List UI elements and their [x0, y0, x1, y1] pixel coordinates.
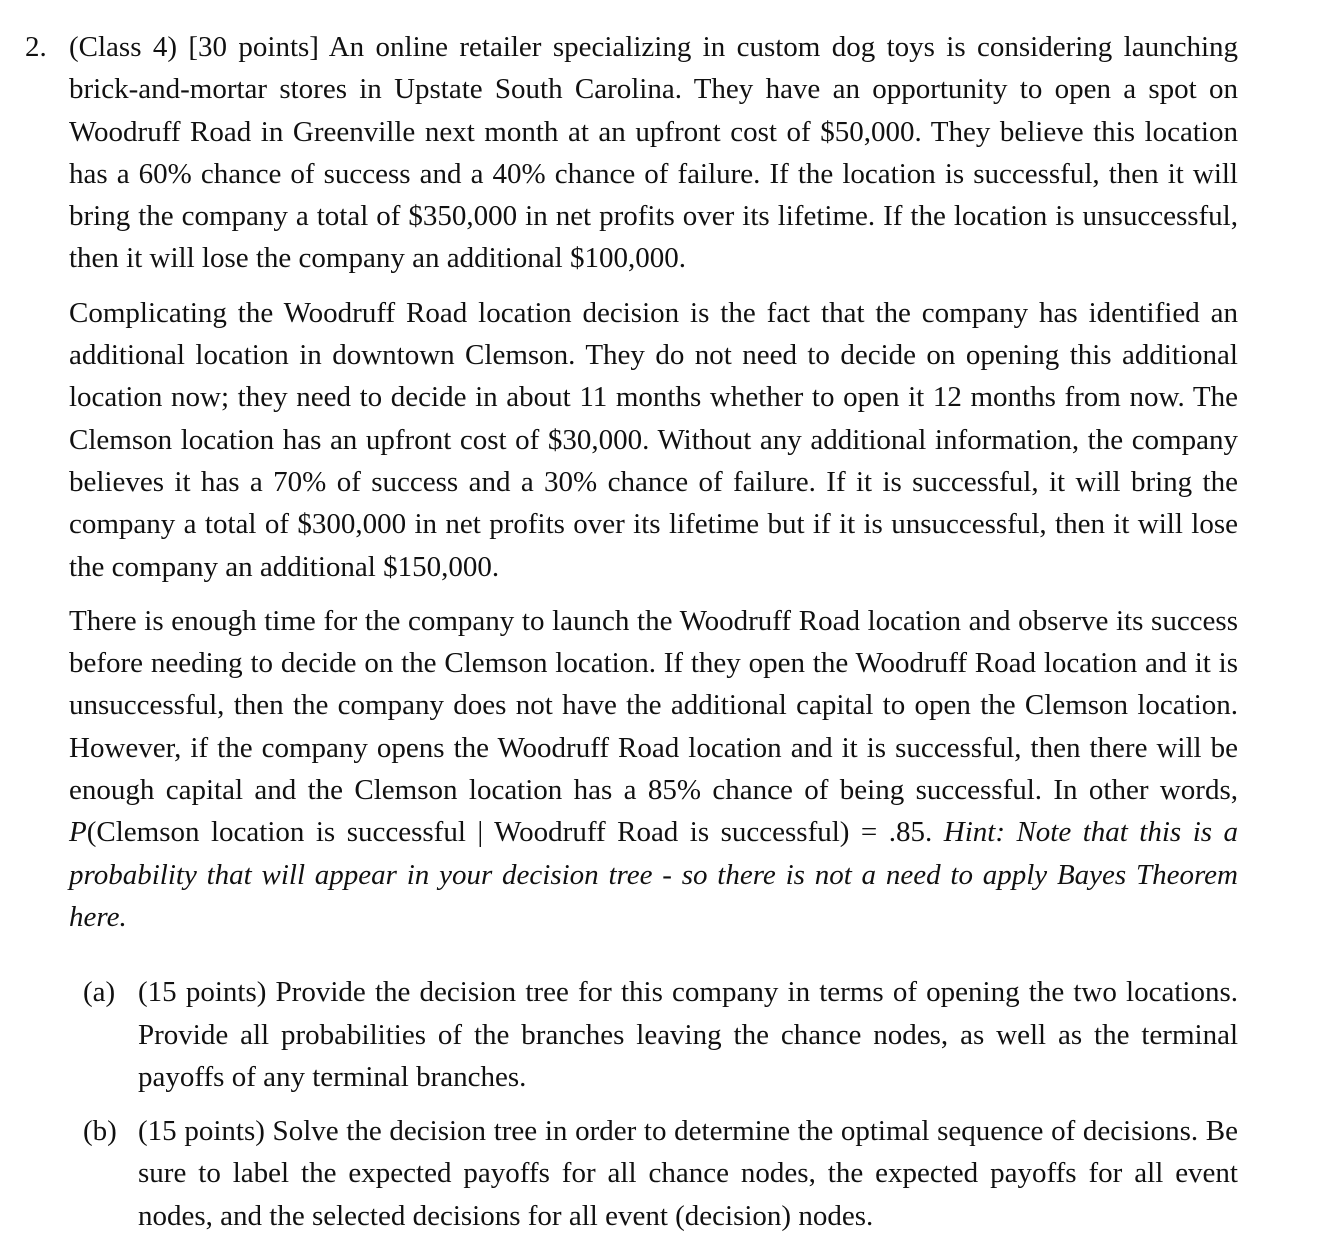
paragraph-clemson: Complicating the Woodruff Road location decision is the fact that the company has identified an additional location in downtown Clemson. They do not need to decide on opening this additional location now; they need to decide in about 11 months whether to open it 12 months from now. The Clemson location has an upfront cost of $30,000. Without any additional information, the company believes it has a 70% of success and a 30% chance of failure. If it is successful, it will bring the company a total of $300,000 in net profits over its lifetime but if it is unsuccessful, then it will lose the company an additional $150,000.: [69, 296, 1238, 583]
part-b-label: (b): [83, 1115, 117, 1148]
conditional-probability: (Clemson location is successful | Woodruff Road is successful) = .85.: [86, 816, 933, 849]
hint-text: Hint: Note that this is a probability that will appear in your decision tree - so there is not a need to apply Bayes Theorem here.: [69, 816, 1239, 933]
part-b: [83, 1110, 1238, 1237]
paragraph-1-text: An online retailer specializing in custom dog toys is considering launching brick-and-mortar stores in Upstate South Carolina. They have an opportunity to open a spot on Woodruff Road in Greenville next month at an upfront cost of $50,000. They believe this location has a 60% chance of success and a 40% chance of failure. If the location is successful, then it will bring the company a total of $350,000 in net profits over its lifetime. If the location is unsuccessful, then it will lose the company an additional $100,000.: [69, 31, 1239, 275]
problem-2: [25, 26, 1238, 1237]
sub-questions: [83, 971, 1238, 1237]
paragraph-3-text: There is enough time for the company to launch the Woodruff Road location and observe its success before needing to decide on the Clemson location. If they open the Woodruff Road location and it is unsuccessful, then the company does not have the additional capital to open the Clemson location. However, if the company opens the Woodruff Road location and it is successful, then there will be enough capital and the Clemson location has a 85% chance of being successful. In other words,: [69, 604, 1238, 807]
problem-header: (Class 4) [30 points]: [69, 31, 319, 63]
part-a-label: (a): [83, 976, 116, 1009]
paragraph-intro: [69, 26, 1238, 280]
problem-body: [69, 26, 1238, 1237]
problem-number: 2.: [25, 31, 47, 63]
paragraph-conditional: [69, 600, 1238, 938]
probability-symbol: P: [69, 816, 87, 849]
part-a-text: (15 points) Provide the decision tree for this company in terms of opening the two locations. Provide all probabilities of the branches leaving the chance nodes, as well as the terminal payoffs of any terminal branches.: [138, 976, 1238, 1093]
part-b-text: (15 points) Solve the decision tree in order to determine the optimal sequence of decisions. Be sure to label the expected payoffs for all chance nodes, the expected payoffs for all event nodes, and the selected decisions for all event (decision) nodes.: [138, 1115, 1238, 1232]
part-a: [83, 971, 1238, 1098]
